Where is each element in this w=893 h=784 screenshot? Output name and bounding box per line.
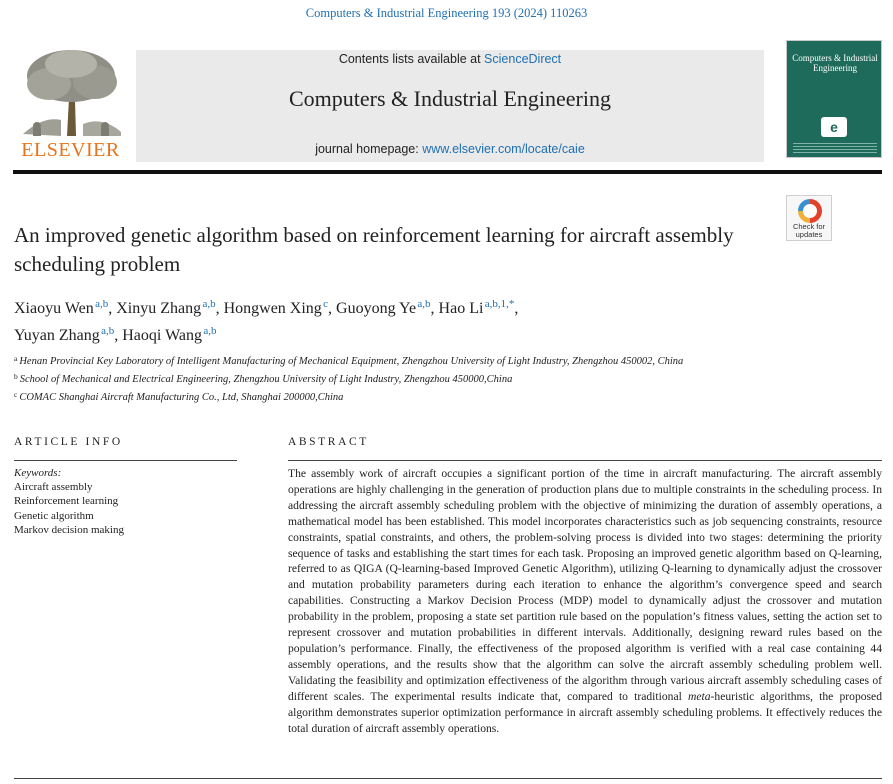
check-for-updates-button[interactable] xyxy=(786,195,832,241)
journal-masthead xyxy=(13,40,882,162)
crossmark-icon xyxy=(798,199,822,223)
author[interactable]: Hongwen Xing $^c$, xyxy=(223,298,333,317)
journal-title: Computers & Industrial Engineering xyxy=(289,86,611,111)
cover-decoration xyxy=(793,141,877,155)
crossmark-label: Check for updates xyxy=(792,222,826,239)
elsevier-tree-icon xyxy=(13,46,128,138)
author[interactable]: Hao Li $^{a,b,1,*}$, xyxy=(438,298,519,317)
affiliations xyxy=(14,351,874,405)
abstract-body: The assembly work of aircraft occupies a significant portion of the time in aircraft manufacturing. The aircraft assembly operations are highly challenging in the generation of production plans due to multiple constraints in the scheduling process. In addressing the aircraft assembly scheduling problem with the objective of minimizing the duration of assembly operations, a mathematical model has been established. This model incorporates characteristics such as job sequencing constraints, resource constraints, spatial constraints, and others, the problem-solving process is divided into two stages: determining the priority sequence of tasks and establishing the start times for each task. Proposing an improved genetic algorithm based on Q-learning, referred to as QIGA (Q-learning-based Improved Genetic Algorithm), utilizing Q-learning to dynamically adjust the crossover and mutation probability parameters during each iteration to enhance the algorithm’s convergence speed and search capabilities. Constructing a Markov Decision Process (MDP) model to dynamically adjust the crossover and mutation probability in the problem, proposing a state set partition rule based on the population’s fitness values, setting the action set to represent crossover and mutation probabilities in different intervals. Additionally, designing reward rules based on the population’s performance. Finally, the effectiveness of the proposed algorithm is verified with a real case containing 44 assembly operations, and the results show that the algorithm can solve the aircraft assembly scheduling problem well. Validating the feasibility and optimization effectiveness of the algorithm through various aircraft assembly scheduling cases of different scales. The experimental results indicate that, compared to traditional meta-heuristic algorithms, the proposed algorithm demonstrates superior optimization performance in aircraft assembly scheduling problems. It effectively reduces the total duration of aircraft assembly operations. xyxy=(288,467,882,735)
homepage-prefix: journal homepage: xyxy=(315,142,423,156)
author[interactable]: Guoyong Ye $^{a,b}$, xyxy=(336,298,435,317)
author[interactable]: Xiaoyu Wen $^{a,b}$, xyxy=(14,298,113,317)
affiliation: $^a$ Henan Provincial Key Laboratory of Intelligent Manufacturing of Mechanical Equipment, Zhengzhou University of Light Industry, Zhengzhou 450002, China xyxy=(14,354,684,367)
journal-cover-image[interactable] xyxy=(786,40,882,158)
keyword: Reinforcement learning xyxy=(14,495,119,508)
journal-reference-link[interactable]: Computers & Industrial Engineering 193 (2024) 110263 xyxy=(305,6,588,20)
abstract-heading: ABSTRACT xyxy=(288,436,369,448)
keyword: Genetic algorithm xyxy=(14,509,94,522)
author[interactable]: Haoqi Wang $^{a,b}$ xyxy=(122,325,217,344)
masthead-divider xyxy=(13,170,882,174)
abstract-divider xyxy=(288,460,882,461)
affiliation: $^b$ School of Mechanical and Electrical Engineering, Zhengzhou University of Light Industry, Zhengzhou 450000,China xyxy=(14,372,513,385)
cover-title: Computers & Industrial Engineering xyxy=(792,53,878,73)
author[interactable]: Yuyan Zhang $^{a,b}$, xyxy=(14,325,119,344)
keyword: Markov decision making xyxy=(14,523,124,536)
affiliation: $^c$ COMAC Shanghai Aircraft Manufacturing Co., Ltd, Shanghai 200000,China xyxy=(14,390,344,403)
article-info-heading: ARTICLE INFO xyxy=(14,436,123,448)
keyword: Aircraft assembly xyxy=(14,481,93,494)
journal-homepage-link[interactable]: www.elsevier.com/locate/caie xyxy=(422,142,585,156)
contents-prefix: Contents lists available at xyxy=(338,52,485,66)
homepage-line xyxy=(136,142,764,156)
elsevier-logo[interactable] xyxy=(13,40,128,162)
author[interactable]: Xinyu Zhang $^{a,b}$, xyxy=(116,298,220,317)
keywords-label: Keywords: xyxy=(14,467,62,479)
author-list xyxy=(14,293,774,347)
sciencedirect-link[interactable]: ScienceDirect xyxy=(484,52,562,66)
bottom-divider xyxy=(14,778,882,779)
elsevier-wordmark: ELSEVIER xyxy=(21,139,120,161)
article-title: An improved genetic algorithm based on reinforcement learning for aircraft assembly scheduling problem xyxy=(14,223,734,276)
masthead-banner xyxy=(136,50,764,162)
contents-line xyxy=(136,52,764,66)
article-info-divider xyxy=(14,460,237,461)
keywords-section xyxy=(14,466,237,537)
elsevier-e-icon: e xyxy=(821,117,847,137)
